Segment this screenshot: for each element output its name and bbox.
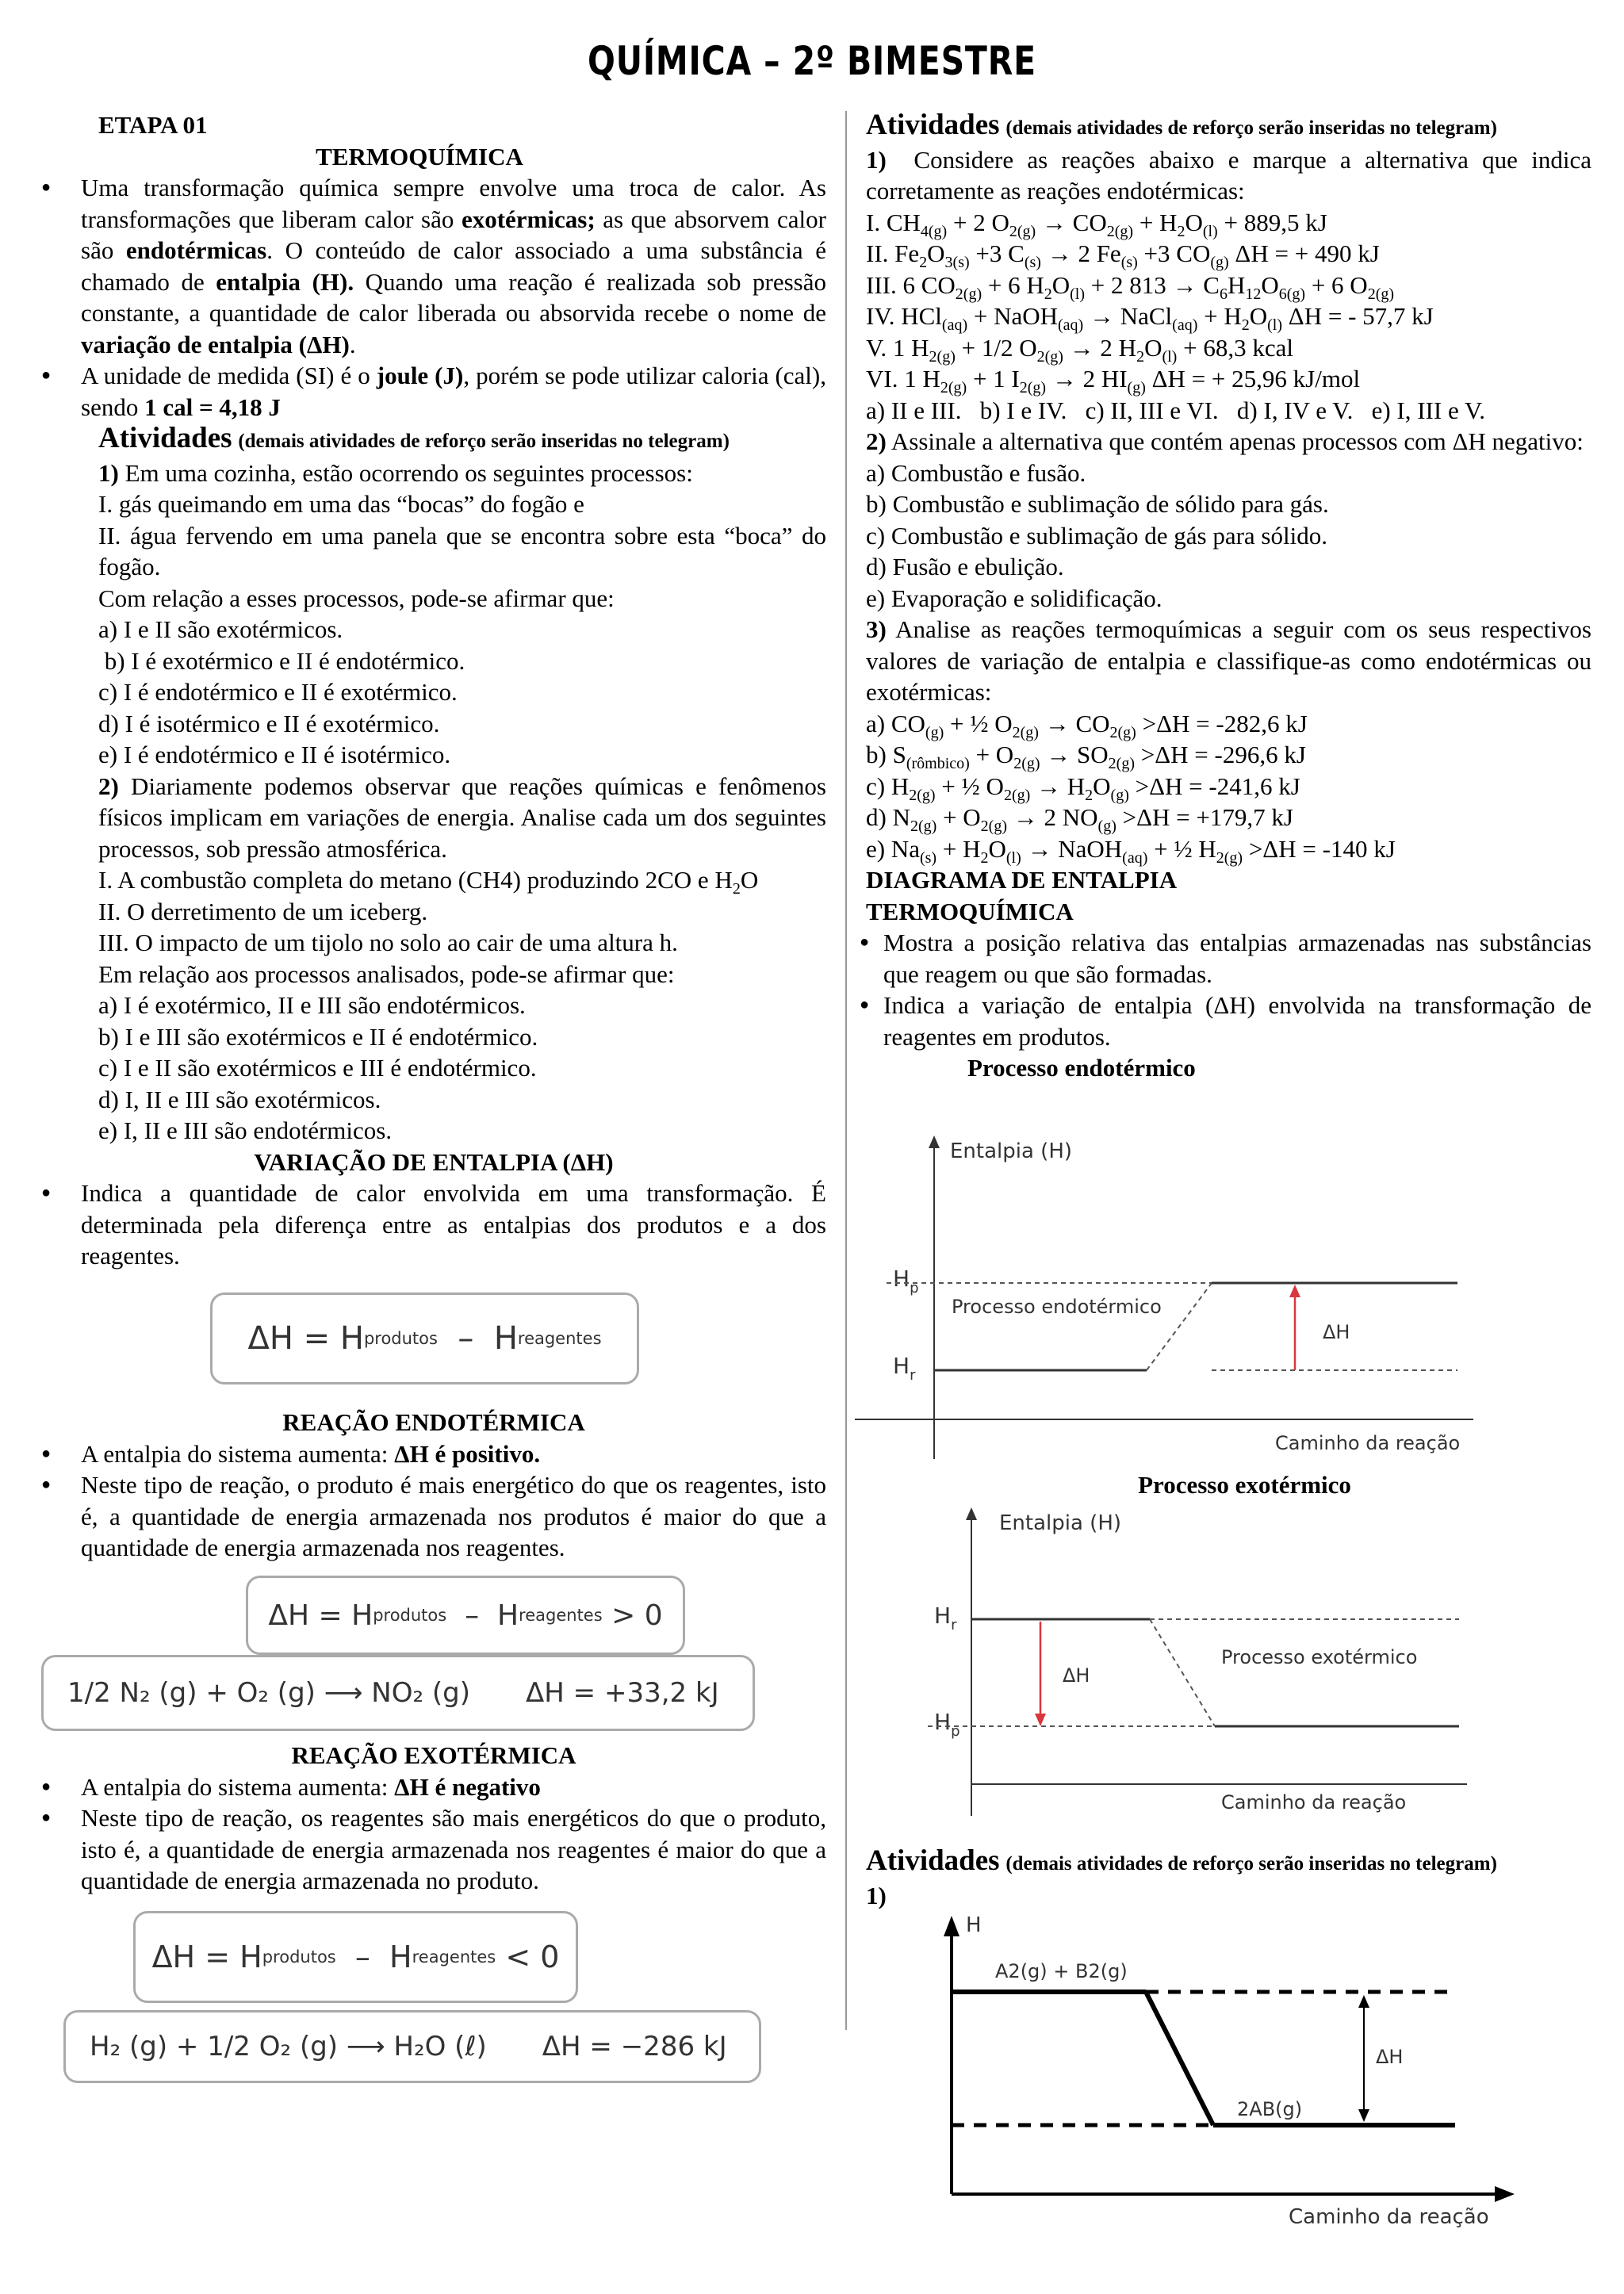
- exo-hr-label: $H_r$: [934, 1603, 957, 1633]
- q1-option: a) I e II são exotérmicos.: [98, 615, 343, 643]
- act-x-arrow: [1495, 2186, 1515, 2202]
- q2-line: II. O derretimento de um iceberg.: [98, 897, 428, 925]
- q2-option: c) Combustão e sublimação de gás para sólido.: [866, 521, 1327, 550]
- intro-bullet-1: ● Uma transformação química sempre envolve uma troca de calor. As transformações que liberam calor são exotérmicas; as que absorvem calor são endotérmicas. O conteúdo de calor associado a uma substância é chamado de entalpia (H). Quando uma reação é realizada sob pressão constante, a quantidade de calor liberada ou absorvida recebe o nome de variação de entalpia (ΔH).: [41, 172, 826, 360]
- diagram-list: [866, 927, 1591, 1052]
- exo-y-arrow: [966, 1507, 977, 1520]
- q2-line: Em relação aos processos analisados, pode-se afirmar que:: [98, 959, 675, 988]
- act-reactant-label: A2(g) + B2(g): [995, 1960, 1128, 1982]
- reaction-I: I. $CH_{4(g)} + 2$ $O_{2(g)} \to CO_{2(g)} + H_2O_{(l)} + 889,5$ kJ: [866, 208, 1327, 240]
- q2-option: e) Evaporação e solidificação.: [866, 584, 1162, 612]
- termoquimica-heading: TERMOQUÍMICA: [316, 142, 523, 170]
- endo-x-label: Caminho da reação: [1275, 1432, 1461, 1454]
- q1-option: c) I é endotérmico e II é exotérmico.: [98, 678, 458, 706]
- endo-equation: 1/2 N₂ (g) + O₂ (g) ⟶ NO₂ (g): [67, 1677, 471, 1709]
- q1-option: e) I é endotérmico e II é isotérmico.: [98, 741, 451, 768]
- right-activities-2-q1: 1): [866, 1881, 887, 1909]
- variacao-list: [41, 1178, 826, 1272]
- diagram-bullet-1: ● Mostra a posição relativa das entalpias armazenadas nas substâncias que reagem ou que são formadas.: [866, 927, 1591, 990]
- q2-option: b) I e III são exotérmicos e II é endotérmico.: [98, 1022, 538, 1051]
- right-column: [866, 109, 1598, 1084]
- exo-diagram: [904, 1503, 1491, 1820]
- act-transition: [1146, 1992, 1213, 2125]
- q1-line: II. água fervendo em uma panela que se encontra sobre esta “boca” do fogão.: [98, 521, 826, 580]
- variacao-bullet: ● Indica a quantidade de calor envolvida em uma transformação. É determinada pela diferença entre as entalpias dos produtos e a dos reagentes.: [41, 1178, 826, 1272]
- act-y-label: H: [966, 1913, 982, 1937]
- exo-transition: [1150, 1619, 1215, 1726]
- q3-option-a: a) $CO_{(g)}$ + ½ $O_{2(g)} \to CO_{2(g)} >\Delta H = -282,6$ kJ: [866, 709, 1308, 741]
- reaction-IV: IV. HCl$_{(aq)}$ + NaOH$_{(aq)}$ → NaCl$_{(aq)}$ + $H_2O_{(l)}$ ΔH = - 57,7 kJ: [866, 302, 1434, 335]
- q3-option-b: b) $S_{(rômbico)} + O_{2(g)} \to SO_{2(g)} >\Delta H = -296,6$ kJ: [866, 741, 1306, 773]
- formula-exo-box: ΔH = H produtos – H reagentes < 0: [133, 1911, 578, 2003]
- exo-process-label: Processo exotérmico: [1221, 1646, 1418, 1668]
- right-question-3: 3) Analise as reações termoquímicas a seguir com os seus respectivos valores de variação de entalpia e classifique-as como endotérmicas ou exotérmicas:: [866, 615, 1591, 706]
- reaction-VI: VI. 1 $H_{2(g)} + 1$ $I_{2(g)} \to 2$ $HI_{(g)}$ ΔH = + 25,96 kJ/mol: [866, 365, 1361, 397]
- act-dh-label: ΔH: [1376, 2046, 1404, 2068]
- act-dh-arrowhead-bottom: [1358, 2109, 1369, 2122]
- right-activities-2: [866, 1845, 1591, 1911]
- q2-option: c) I e II são exotérmicos e III é endotérmico.: [98, 1054, 537, 1082]
- q2-option: a) Combustão e fusão.: [866, 458, 1086, 487]
- formula-endo-box: ΔH = H produtos – H reagentes > 0: [246, 1576, 685, 1655]
- exo-y-label: Entalpia (H): [999, 1511, 1122, 1535]
- q3-option-d: d) $N_{2(g)} + O_{2(g)} \to 2$ $NO_{(g)} >\Delta H = +179,7$ kJ: [866, 803, 1293, 836]
- question-1: 1) Em uma cozinha, estão ocorrendo os seguintes processos:: [98, 458, 693, 487]
- activities-heading: Atividades (demais atividades de reforço serão inseridas no telegram): [98, 422, 730, 454]
- endo-dh: ΔH = +33,2 kJ: [526, 1677, 719, 1709]
- endo-dh-label: ΔH: [1323, 1321, 1350, 1343]
- column-divider: [845, 111, 847, 2030]
- q1-option: d) I é isotérmico e II é exotérmico.: [98, 709, 440, 737]
- diagram-heading-2: TERMOQUÍMICA: [866, 897, 1074, 925]
- exo-hp-label: $H_p$: [934, 1709, 960, 1740]
- exo-reaction-box: [63, 2010, 761, 2083]
- endo-y-label: Entalpia (H): [950, 1139, 1073, 1163]
- exo-dh-label: ΔH: [1063, 1664, 1090, 1687]
- q2-line: III. O impacto de um tijolo no solo ao cair de uma altura h.: [98, 929, 678, 956]
- endo-chart-title: Processo endotérmico: [967, 1054, 1196, 1082]
- etapa-label: ETAPA 01: [98, 111, 208, 139]
- right-activities-2-heading: Atividades (demais atividades de reforço serão inseridas no telegram): [866, 1844, 1497, 1877]
- q1-line: I. gás queimando em uma das “bocas” do fogão e: [98, 490, 584, 518]
- q2-option: a) I é exotérmico, II e III são endotérmicos.: [98, 991, 526, 1019]
- endo-reaction-box: [41, 1655, 755, 1731]
- endo-bullet-2: ● Neste tipo de reação, o produto é mais energético do que os reagentes, isto é, a quantidade de energia armazenada nos produtos é maior do que a quantidade de energia armazenada nos reagentes.: [41, 1469, 826, 1564]
- exo-x-label: Caminho da reação: [1221, 1791, 1407, 1813]
- exo-heading: REAÇÃO EXOTÉRMICA: [291, 1741, 576, 1769]
- activities-block-1: [41, 423, 826, 1147]
- right-activities-heading: Atividades (demais atividades de reforço serão inseridas no telegram): [866, 109, 1497, 141]
- q2-line: I. A combustão completa do metano (CH4) produzindo 2CO e $H_2O$: [98, 866, 759, 898]
- right-q1-options: a) II e III. b) I e IV. c) II, III e VI. d) I, IV e V. e) I, III e V.: [866, 396, 1486, 424]
- endo-process-label: Processo endotérmico: [952, 1296, 1162, 1318]
- q1-option: b) I é exotérmico e II é endotérmico.: [98, 646, 465, 675]
- q3-option-e: e) $Na_{(s)} + H_2O_{(l)}$ → NaOH$_{(aq)}$ + ½ $H_{2(g)} >\Delta H = -140$ kJ: [866, 834, 1396, 867]
- q1-line: Com relação a esses processos, pode-se afirmar que:: [98, 584, 615, 612]
- endo-hp-label: $H_p$: [893, 1266, 919, 1296]
- endo-section: [41, 1407, 826, 1564]
- act-y-arrow: [944, 1916, 959, 1936]
- intro-bullet-2: ● A unidade de medida (SI) é o joule (J), porém se pode utilizar caloria (cal), sendo 1 cal = 4,18 J: [41, 360, 826, 423]
- exo-dh: ΔH = −286 kJ: [542, 2031, 727, 2062]
- exo-bullet-1: ● A entalpia do sistema aumenta: ΔH é negativo: [41, 1771, 826, 1803]
- act-product-label: 2AB(g): [1237, 2098, 1303, 2120]
- intro-list: [41, 172, 826, 423]
- q3-option-c: c) $H_{2(g)}$ + ½ $O_{2(g)} \to H_2O_{(g)} >\Delta H = -241,6$ kJ: [866, 772, 1300, 804]
- diagram-bullet-2: ● Indica a variação de entalpia (ΔH) envolvida na transformação de reagentes em produtos.: [866, 990, 1591, 1052]
- right-question-2: 2) Assinale a alternativa que contém apenas processos com ΔH negativo:: [866, 427, 1584, 455]
- endo-hr-label: $H_r$: [893, 1353, 916, 1384]
- reaction-V: V. 1 $H_{2(g)} + 1/2$ $O_{2(g)} \to 2$ $H_2O_{(l)} + 68,3$ kcal: [866, 333, 1293, 366]
- question-2: 2) Diariamente podemos observar que reações químicas e fenômenos físicos implicam em variações de energia. Analise cada um dos seguintes processos, sob pressão atmosférica.: [98, 772, 826, 863]
- reaction-II: II. $Fe_2O_{3(s)} +3$ $C_{(s)} \to 2$ $Fe_{(s)} +3$ $CO_{(g)}$ ΔH = + 490 kJ: [866, 239, 1380, 272]
- endo-y-arrow: [929, 1136, 940, 1148]
- exo-section: [41, 1740, 826, 1897]
- exo-equation: H₂ (g) + 1/2 O₂ (g) ⟶ H₂O (ℓ): [90, 2031, 487, 2062]
- exo-bullet-2: ● Neste tipo de reação, os reagentes são mais energéticos do que o produto, isto é, a quantidade de energia armazenada nos reagentes é maior do que a quantidade de energia armazenada no produto.: [41, 1802, 826, 1897]
- left-column: [41, 109, 826, 1272]
- endo-diagram: [855, 1134, 1473, 1467]
- exo-dh-arrowhead: [1035, 1714, 1046, 1726]
- act-x-label: Caminho da reação: [1289, 2205, 1489, 2229]
- q2-option: d) Fusão e ebulição.: [866, 553, 1064, 580]
- variacao-heading: VARIAÇÃO DE ENTALPIA (ΔH): [254, 1147, 614, 1176]
- endo-heading: REAÇÃO ENDOTÉRMICA: [282, 1408, 585, 1436]
- diagram-heading-1: DIAGRAMA DE ENTALPIA: [866, 866, 1178, 894]
- reaction-III: III. 6 $CO_{2(g)} + 6$ $H_2O_{(l)} + 2$ $813 \to C_6H_{12}O_{6(g)} + 6$ $O_{2(g)}$: [866, 270, 1395, 303]
- endo-dh-arrowhead: [1289, 1285, 1300, 1297]
- act-dh-arrowhead-top: [1358, 1995, 1369, 2008]
- q2-option: d) I, II e III são exotérmicos.: [98, 1085, 381, 1113]
- exo-list: [41, 1771, 826, 1897]
- right-question-1: 1) Considere as reações abaixo e marque a alternativa que indica corretamente as reações endotérmicas:: [866, 145, 1598, 205]
- q2-option: e) I, II e III são endotérmicos.: [98, 1116, 393, 1144]
- endo-bullet-1: ● A entalpia do sistema aumenta: ΔH é positivo.: [41, 1438, 826, 1470]
- formula-dh-box: ΔH = H produtos – H reagentes: [210, 1293, 639, 1384]
- q2-option: b) Combustão e sublimação de sólido para gás.: [866, 490, 1329, 518]
- exo-chart-title: Processo exotérmico: [1138, 1471, 1351, 1499]
- page-title: QUÍMICA – 2º BIMESTRE: [588, 38, 1036, 84]
- endo-list: [41, 1438, 826, 1564]
- activity-diagram: [912, 1913, 1515, 2230]
